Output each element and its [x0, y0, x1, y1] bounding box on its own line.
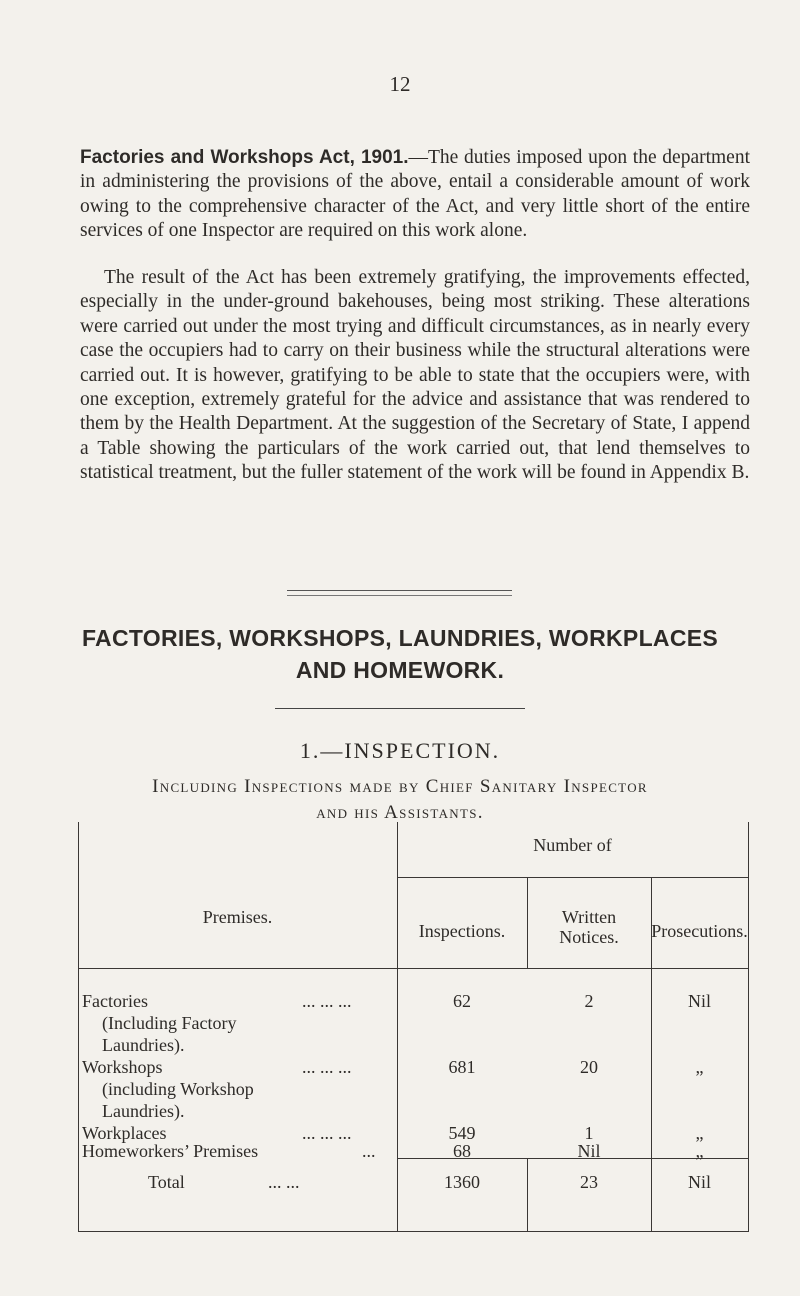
premise-name: Workplaces	[82, 1123, 167, 1143]
inspection-subheading: 1.—INSPECTION.	[299, 738, 501, 763]
table-rule-number-of	[397, 877, 748, 878]
premise-name: Workshops	[82, 1057, 163, 1077]
header-written-notices	[527, 907, 651, 947]
premise-name: Factories	[82, 991, 148, 1011]
premise-note: Laundries).	[102, 1101, 185, 1121]
premise-note: (Including Factory	[102, 1013, 237, 1033]
premise-note: Laundries).	[102, 1035, 185, 1055]
premise-note: (including Workshop	[102, 1079, 254, 1099]
table-border-right	[748, 822, 749, 1231]
leader-dots: ... ... ...	[302, 1057, 352, 1077]
header-premises: Premises.	[202, 907, 273, 927]
paragraph-heading: Factories and Workshops Act, 1901.	[80, 147, 409, 168]
cell-inspections: 62	[453, 991, 471, 1011]
leader-dots: ... ... ...	[302, 1123, 352, 1143]
total-label: Total	[148, 1172, 185, 1192]
total-notices: 23	[580, 1172, 598, 1192]
cell-prosecutions: „	[695, 1057, 704, 1077]
table-row-homeworkers	[82, 1140, 382, 1162]
cell-notices: 1	[584, 1123, 594, 1143]
caption-line2: and his Assistants.	[316, 802, 484, 823]
table-row-workshops	[82, 1056, 382, 1078]
leader-dots: ... ...	[268, 1172, 300, 1192]
cell-notices: 2	[584, 991, 594, 1011]
total-prosecutions: Nil	[687, 1172, 711, 1192]
cell-prosecutions: „	[695, 1141, 704, 1161]
table-border-left	[78, 822, 79, 1231]
cell-inspections: 68	[453, 1141, 471, 1161]
header-prosecutions: Prosecutions.	[651, 921, 748, 941]
paragraph-text: —The duties imposed upon the department in administering the provisions of the above, entail a considerable amount of work owing to the comprehensive character of the Act, and very little short of the entire services of one Inspector are required on this work alone.	[80, 147, 751, 242]
cell-notices: Nil	[577, 1141, 601, 1161]
table-divider-total-1	[527, 1158, 528, 1231]
header-inspections: Inspections.	[418, 921, 506, 941]
table-row-total	[148, 1171, 388, 1193]
cell-notices: 20	[580, 1057, 598, 1077]
premise-name: Homeworkers’ Premises	[82, 1141, 259, 1161]
leader-dots: ...	[362, 1141, 376, 1161]
paragraph-results: The result of the Act has been extremely gratifying, the improvements effected, especially in the under-ground bakehouses, being most striking. These alterations were carried out under the most trying and difficult circumstances, as in nearly every case the occupiers had to carry on their business while the structural alterations were carried out. It is however, gratifying to be able to state that the occupiers were, with one exception, extremely grateful for the advice and assistance that was rendered to them by the Health Department. At the suggestion of the Secretary of State, I append a Table showing the particulars of the work carried out, that lend themselves to statistical treatment, but the fuller statement of the work will be found in Appendix B.	[80, 267, 750, 484]
section-title-line1: FACTORIES, WORKSHOPS, LAUNDRIES, WORKPLACES	[81, 625, 719, 651]
header-number-of: Number of	[533, 835, 612, 855]
cell-prosecutions: Nil	[687, 991, 711, 1011]
table-row-factories	[82, 990, 382, 1012]
total-inspections: 1360	[444, 1172, 480, 1192]
leader-dots: ... ... ...	[302, 991, 352, 1011]
table-border-bottom	[78, 1231, 749, 1232]
header-written-line2: Notices.	[559, 927, 619, 947]
cell-inspections: 681	[448, 1057, 476, 1077]
section-title-line2: AND HOMEWORK.	[295, 657, 505, 683]
table-rule-header	[78, 968, 749, 969]
cell-inspections: 549	[448, 1123, 476, 1143]
cell-prosecutions: „	[695, 1123, 704, 1143]
header-written-line1: Written	[561, 907, 617, 927]
caption-line1: Including Inspections made by Chief Sanitary Inspector	[152, 776, 648, 797]
page-number: 12	[389, 72, 411, 96]
